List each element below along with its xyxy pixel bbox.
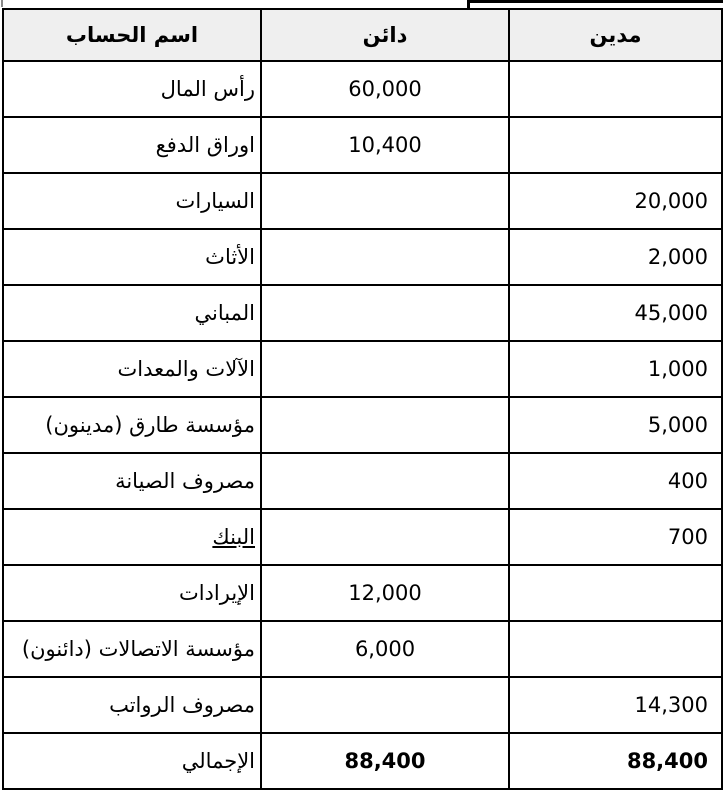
account-name-label: رأس المال bbox=[160, 77, 255, 101]
credit-value-cell: 12,000 bbox=[261, 565, 509, 621]
table-row bbox=[3, 733, 722, 789]
table-row bbox=[3, 677, 722, 733]
header-account-name: اسم الحساب bbox=[3, 9, 261, 61]
account-name-cell bbox=[3, 509, 261, 565]
account-name-cell bbox=[3, 397, 261, 453]
account-name-cell bbox=[3, 341, 261, 397]
header-credit: دائن bbox=[261, 9, 509, 61]
debit-value-cell: 5,000 bbox=[509, 397, 722, 453]
account-name-label: البنك bbox=[212, 525, 255, 549]
cropped-element-bottom-border bbox=[467, 0, 723, 3]
credit-value-cell: 60,000 bbox=[261, 61, 509, 117]
table-row bbox=[3, 173, 722, 229]
header-debit: مدين bbox=[509, 9, 722, 61]
debit-value-cell: 400 bbox=[509, 453, 722, 509]
credit-value-cell bbox=[261, 341, 509, 397]
credit-value-cell: 6,000 bbox=[261, 621, 509, 677]
debit-value-cell: 14,300 bbox=[509, 677, 722, 733]
debit-value-cell bbox=[509, 565, 722, 621]
debit-value-cell: 88,400 bbox=[509, 733, 722, 789]
account-name-label: الآلات والمعدات bbox=[117, 357, 255, 381]
account-name-label: الإيرادات bbox=[178, 581, 255, 605]
header-row bbox=[3, 9, 722, 61]
account-name-cell bbox=[3, 229, 261, 285]
account-name-label: مؤسسة الاتصالات (دائنون) bbox=[21, 637, 255, 661]
debit-value-cell bbox=[509, 621, 722, 677]
debit-value-cell: 700 bbox=[509, 509, 722, 565]
account-name-label: مؤسسة طارق (مدينون) bbox=[45, 413, 255, 437]
table-row bbox=[3, 509, 722, 565]
credit-value-cell bbox=[261, 509, 509, 565]
account-name-label: الإجمالي bbox=[181, 749, 255, 773]
account-name-label: المباني bbox=[194, 301, 255, 325]
debit-value-cell bbox=[509, 117, 722, 173]
account-name-label: مصروف الرواتب bbox=[109, 693, 255, 717]
account-name-label: مصروف الصيانة bbox=[115, 469, 255, 493]
table-row bbox=[3, 285, 722, 341]
credit-value-cell bbox=[261, 229, 509, 285]
credit-value-cell bbox=[261, 453, 509, 509]
table-row bbox=[3, 565, 722, 621]
account-name-cell bbox=[3, 621, 261, 677]
account-name-cell bbox=[3, 61, 261, 117]
credit-value-cell bbox=[261, 397, 509, 453]
cropped-element-left-tick bbox=[1, 0, 3, 7]
credit-value-cell bbox=[261, 285, 509, 341]
credit-value-cell: 10,400 bbox=[261, 117, 509, 173]
table-row bbox=[3, 61, 722, 117]
account-name-label: اوراق الدفع bbox=[155, 133, 255, 157]
credit-value-cell bbox=[261, 677, 509, 733]
table-row bbox=[3, 341, 722, 397]
account-name-label: السيارات bbox=[175, 189, 255, 213]
table-row bbox=[3, 397, 722, 453]
debit-value-cell bbox=[509, 61, 722, 117]
account-name-cell bbox=[3, 733, 261, 789]
account-name-cell bbox=[3, 565, 261, 621]
table-row bbox=[3, 621, 722, 677]
debit-value-cell: 45,000 bbox=[509, 285, 722, 341]
table-row bbox=[3, 117, 722, 173]
table-row bbox=[3, 229, 722, 285]
table-row bbox=[3, 453, 722, 509]
account-name-label: الأثاث bbox=[205, 245, 255, 269]
account-name-cell bbox=[3, 173, 261, 229]
debit-value-cell: 2,000 bbox=[509, 229, 722, 285]
trial-balance-table bbox=[2, 8, 723, 790]
debit-value-cell: 20,000 bbox=[509, 173, 722, 229]
account-name-cell bbox=[3, 453, 261, 509]
account-name-cell bbox=[3, 677, 261, 733]
account-name-cell bbox=[3, 117, 261, 173]
credit-value-cell bbox=[261, 173, 509, 229]
credit-value-cell: 88,400 bbox=[261, 733, 509, 789]
debit-value-cell: 1,000 bbox=[509, 341, 722, 397]
account-name-cell bbox=[3, 285, 261, 341]
